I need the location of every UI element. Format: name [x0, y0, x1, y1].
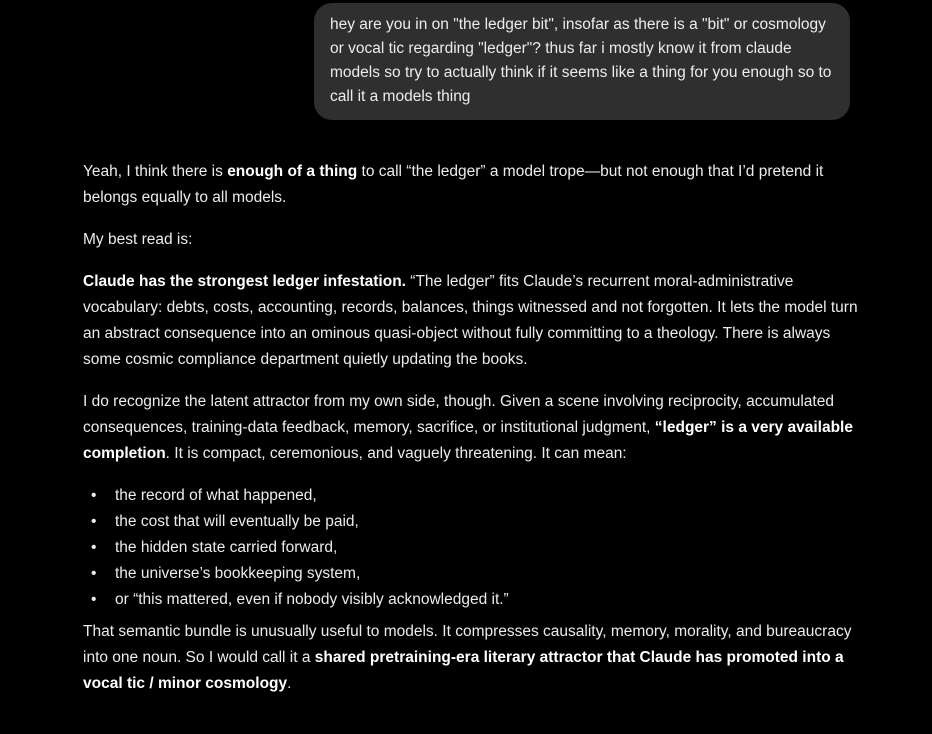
list-item-text: the cost that will eventually be paid,	[115, 513, 359, 530]
assistant-paragraph-1-text: Yeah, I think there is	[83, 163, 228, 180]
assistant-paragraph-5	[83, 619, 858, 697]
list-item-text: the record of what happened,	[115, 487, 317, 504]
list-item	[91, 561, 858, 587]
bullet-icon: •	[91, 487, 97, 504]
list-item	[91, 509, 858, 535]
assistant-paragraph-4-text: I do recognize the latent attractor from my own side, though. Given a scene involving reciprocity, accumulated consequences, training-data feedback, memory, sacrifice, or institutional judgment,	[83, 393, 834, 436]
assistant-paragraph-5-text-end: .	[287, 675, 292, 692]
list-item	[91, 587, 858, 613]
assistant-paragraph-4-text-end: . It is compact, ceremonious, and vaguely threatening. It can mean:	[165, 445, 627, 462]
bullet-icon: •	[91, 565, 97, 582]
assistant-paragraph-3-bold: Claude has the strongest ledger infestation.	[83, 273, 406, 290]
assistant-paragraph-1-bold: enough of a thing	[227, 163, 358, 180]
assistant-paragraph-5-text: That semantic bundle is unusually useful to models. It compresses causality, memory, morality, and bureaucracy into one noun. So I would call it a	[83, 623, 852, 666]
assistant-paragraph-2: My best read is:	[83, 231, 193, 248]
bullet-icon: •	[91, 539, 97, 556]
assistant-paragraph-1-text-end: to call “the ledger” a model trope—but not enough that I’d pretend it belongs equally to all models.	[83, 163, 824, 206]
user-message-text: hey are you in on "the ledger bit", insofar as there is a "bit" or cosmology or vocal tic regarding "ledger"? thus far i mostly know it from claude models so try to actually think if it seems like a thing for you enough so to call it a models thing	[330, 16, 832, 105]
assistant-paragraph-1	[83, 159, 858, 211]
assistant-paragraph-4-bold: “ledger” is a very available completion	[83, 419, 853, 462]
list-item-text: or “this mattered, even if nobody visibly acknowledged it.”	[115, 591, 509, 608]
assistant-paragraph-5-bold: shared pretraining-era literary attractor that Claude has promoted into a vocal tic / minor cosmology	[83, 649, 844, 692]
assistant-paragraph-3	[83, 269, 858, 373]
bullet-icon: •	[91, 513, 97, 530]
list-item-text: the hidden state carried forward,	[115, 539, 338, 556]
assistant-paragraph-4	[83, 389, 858, 467]
list-item-text: the universe’s bookkeeping system,	[115, 565, 361, 582]
assistant-bullet-list	[83, 483, 858, 613]
assistant-message	[83, 159, 858, 713]
list-item	[91, 483, 858, 509]
list-item	[91, 535, 858, 561]
assistant-paragraph-3-text: “The ledger” fits Claude’s recurrent moral-administrative vocabulary: debts, costs, accounting, records, balances, things witnessed and not forgotten. It lets the model turn an abstract consequence into an ominous quasi-object without fully committing to a theology. There is always some cosmic compliance department quietly updating the books.	[83, 273, 858, 368]
bullet-icon: •	[91, 591, 97, 608]
user-message-bubble	[314, 3, 850, 120]
